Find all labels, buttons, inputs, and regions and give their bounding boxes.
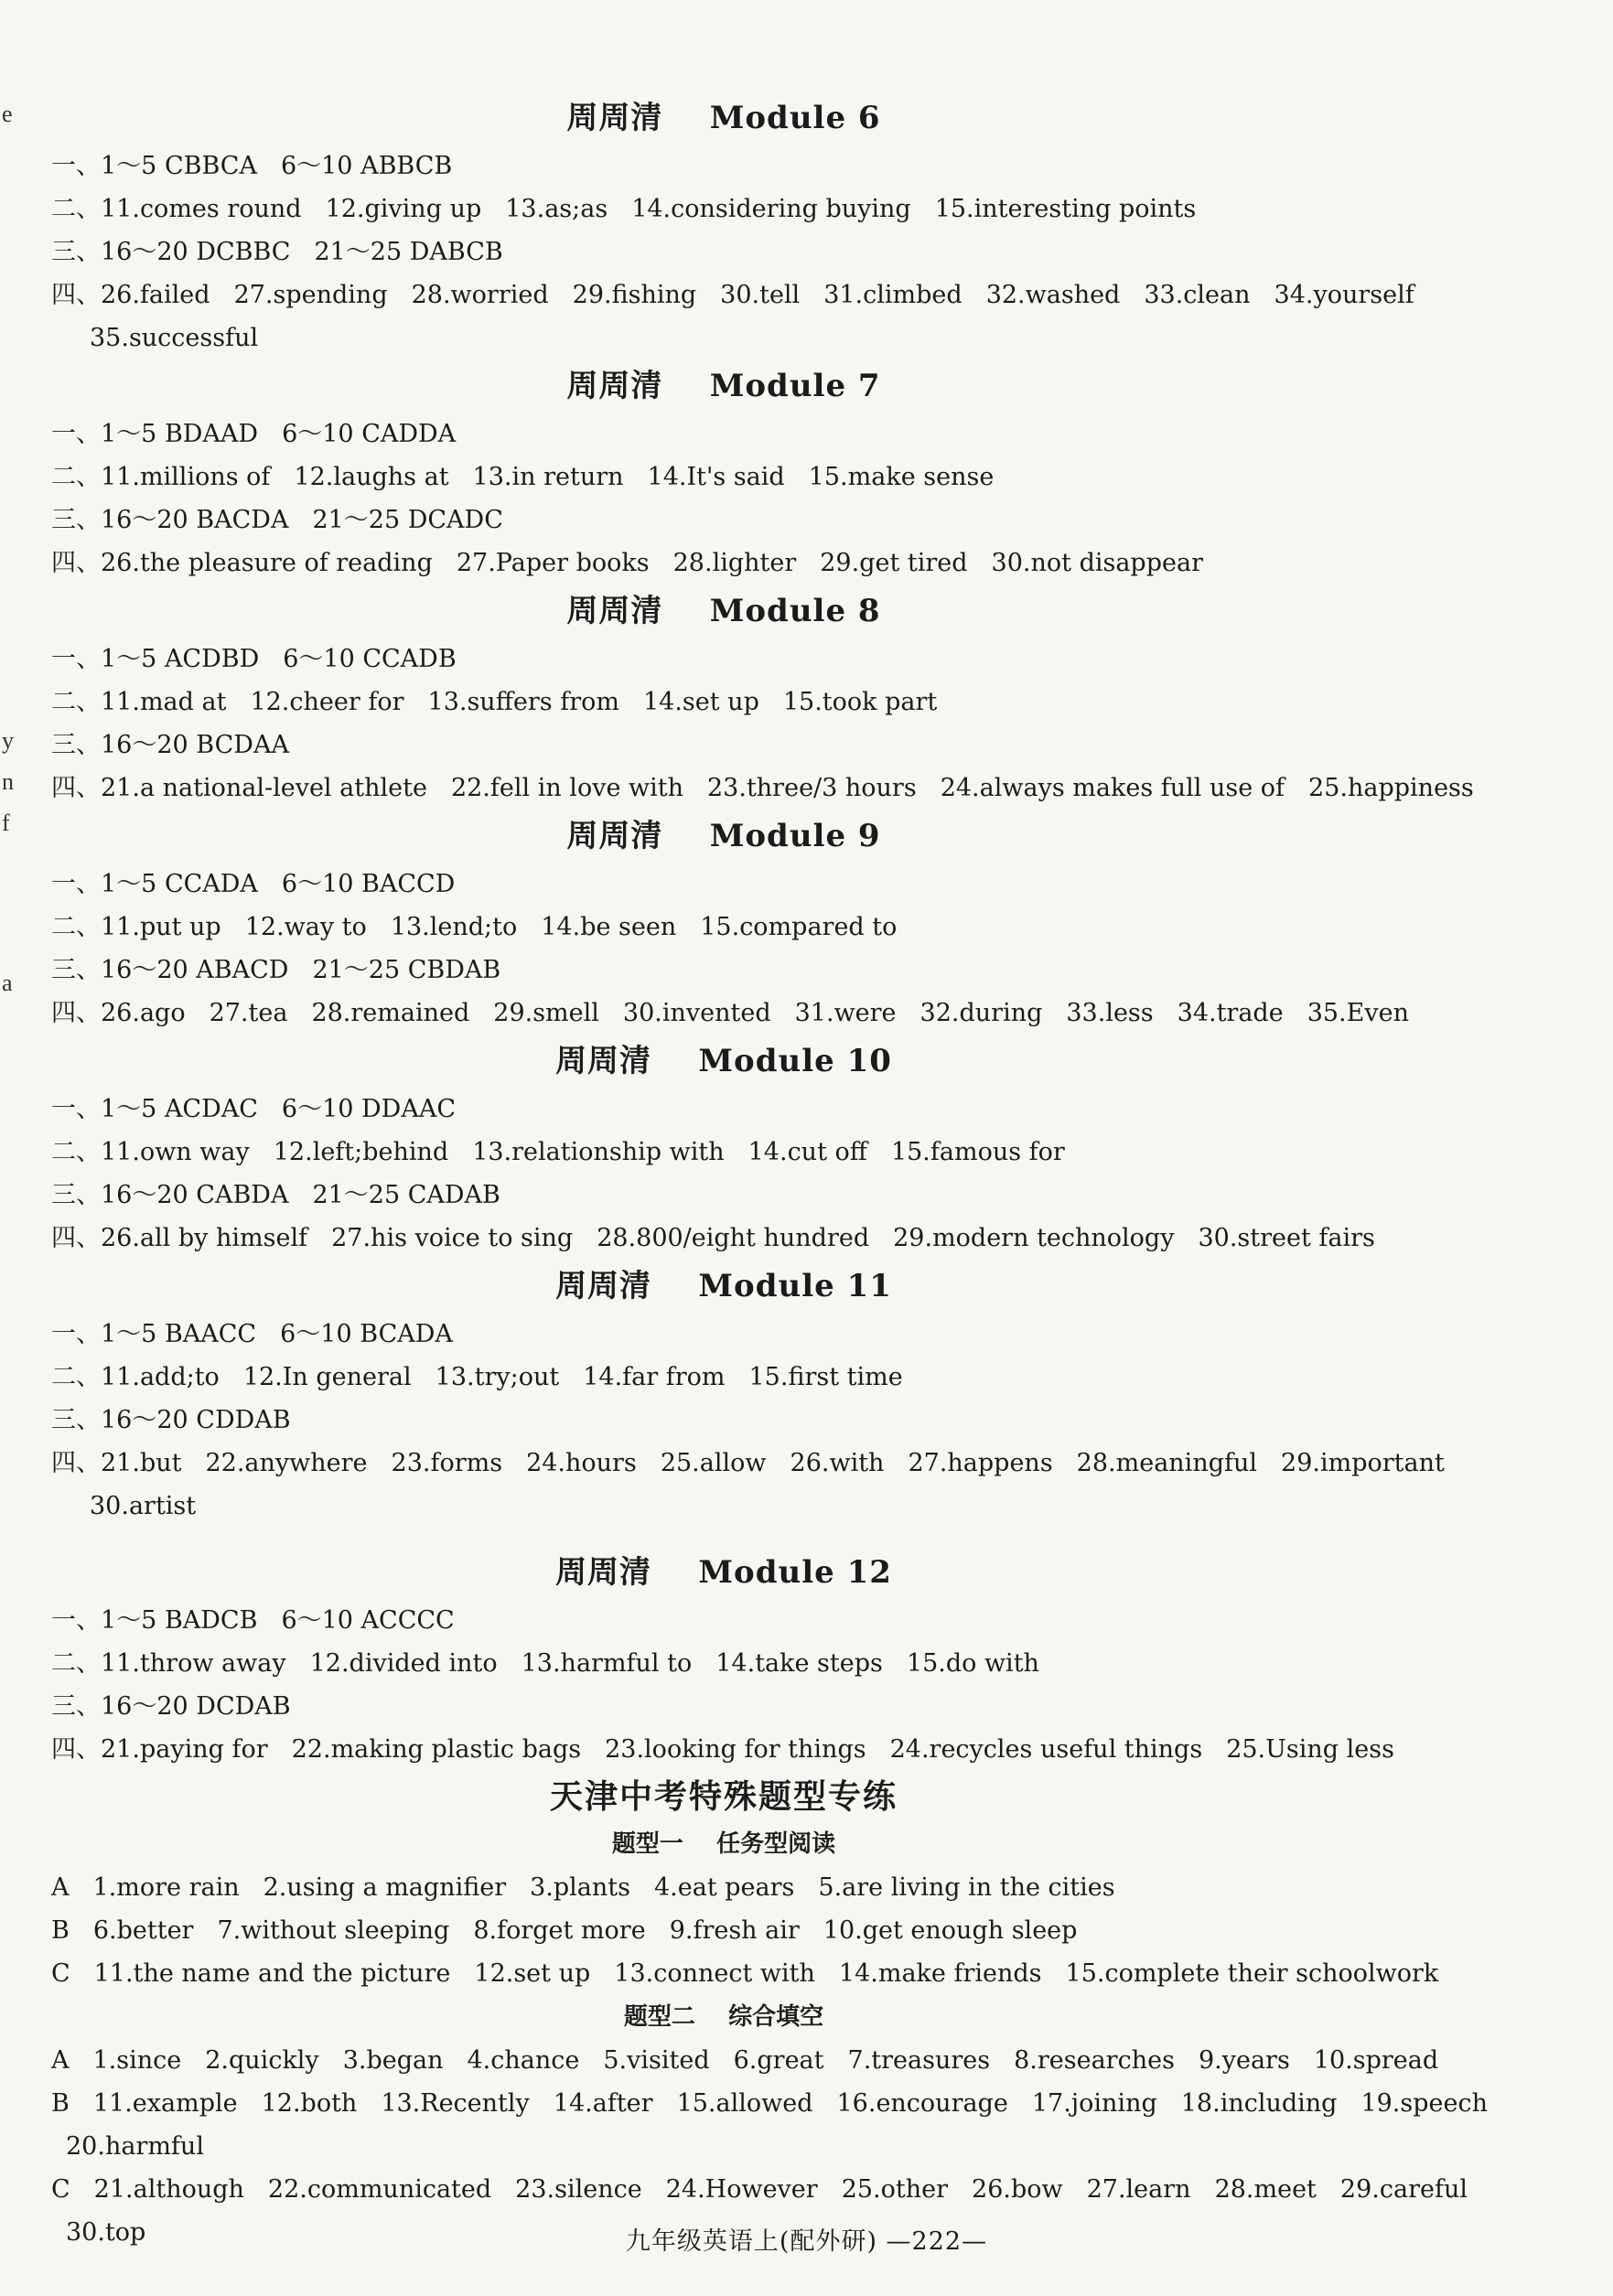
answer-item: 4.chance	[467, 2046, 580, 2075]
answer-item: 12.cheer for	[250, 688, 404, 716]
answer-item: 13.suffers from	[427, 688, 619, 716]
answer-item: 6～10 ABBCB	[280, 152, 453, 180]
answer-item: 12.way to	[244, 913, 367, 941]
answer-item: 二、11.put up	[51, 913, 221, 941]
answer-item: 25.happiness	[1308, 774, 1474, 802]
answer-item: 21.although	[93, 2175, 244, 2204]
answer-item: 24.recycles useful things	[889, 1735, 1203, 1764]
answer-item: 29.careful	[1339, 2175, 1468, 2204]
answer-line	[51, 274, 1414, 317]
answer-line	[51, 231, 1396, 274]
module-heading: 周周清 Module 10	[555, 1043, 892, 1079]
answer-item: 15.allowed	[676, 2089, 813, 2118]
answer-item: 27.happens	[908, 1449, 1053, 1477]
answer-item: 11.example	[92, 2089, 238, 2118]
answer-item: 6～10 BACCD	[281, 870, 456, 898]
answer-item: 四、21.but	[51, 1449, 182, 1477]
answer-item: 29.modern technology	[893, 1224, 1175, 1252]
answer-item: 23.looking for things	[605, 1735, 866, 1764]
answer-item: 24.hours	[526, 1449, 637, 1477]
answer-item: 28.lighter	[672, 549, 797, 577]
answer-item: 5.visited	[603, 2046, 710, 2075]
answer-item: 15.famous for	[890, 1138, 1065, 1166]
answer-item: 12.In general	[242, 1363, 412, 1391]
answer-item: 29.smell	[493, 999, 599, 1027]
answer-item: 23.silence	[515, 2175, 642, 2204]
module-heading: 周周清 Module 12	[555, 1554, 892, 1591]
answer-item: 34.trade	[1177, 999, 1284, 1027]
answer-item: 3.plants	[530, 1873, 630, 1902]
answer-item: 22.anywhere	[205, 1449, 368, 1477]
answer-item: 一、1～5 BDAAD	[51, 420, 259, 448]
answer-item: 12.left;behind	[273, 1138, 449, 1166]
answer-item: 27.his voice to sing	[331, 1224, 574, 1252]
answer-item: 21～25 CBDAB	[312, 956, 501, 984]
answer-line	[51, 1313, 1396, 1356]
answer-item: 三、16～20 DCBBC	[51, 238, 291, 266]
module-heading: 周周清 Module 6	[566, 100, 881, 136]
answer-item: 28.meet	[1214, 2175, 1317, 2204]
answer-item: 33.clean	[1144, 281, 1251, 309]
answer-line	[51, 1485, 1396, 1528]
module-heading: 周周清 Module 9	[566, 818, 881, 854]
answer-item: B	[51, 1916, 70, 1945]
answer-item: 12.divided into	[309, 1649, 498, 1678]
answer-item: 24.always makes full use of	[940, 774, 1285, 802]
answer-item: 15.interesting points	[934, 195, 1197, 223]
answer-item: 14.set up	[642, 688, 759, 716]
margin-fragment: n	[2, 768, 14, 795]
answer-item: 27.Paper books	[456, 549, 650, 577]
special-title: 天津中考特殊题型专练	[549, 1777, 898, 1816]
answer-item: 三、16～20 CDDAB	[51, 1406, 291, 1434]
answer-item: 15.do with	[906, 1649, 1039, 1678]
answer-line	[51, 1728, 1396, 1771]
answer-item: 5.are living in the cities	[818, 1873, 1115, 1902]
answer-item: 四、26.failed	[51, 281, 210, 309]
answer-item: 13.relationship with	[472, 1138, 725, 1166]
answer-item: 16.encourage	[836, 2089, 1008, 2118]
answer-item: 13.as;as	[505, 195, 608, 223]
answer-item: 9.fresh air	[669, 1916, 800, 1945]
answer-item: 23.forms	[391, 1449, 503, 1477]
answer-item: 25.allow	[660, 1449, 767, 1477]
answer-line	[51, 1642, 1396, 1685]
answer-item: 2.using a magnifier	[263, 1873, 507, 1902]
answer-item: 35.successful	[90, 324, 259, 352]
answer-item: 一、1～5 ACDBD	[51, 645, 260, 673]
answer-item: 6～10 ACCCC	[281, 1606, 455, 1635]
question-type-heading: 题型一 任务型阅读	[611, 1830, 836, 1858]
answer-line	[51, 1174, 1396, 1217]
answer-line	[51, 145, 1396, 188]
answer-item: 8.forget more	[473, 1916, 646, 1945]
answer-item: 32.during	[919, 999, 1043, 1027]
answer-item: 四、21.a national-level athlete	[51, 774, 427, 802]
answer-item: 24.However	[665, 2175, 818, 2204]
answer-item: 9.years	[1198, 2046, 1290, 2075]
answer-item: 四、26.ago	[51, 999, 186, 1027]
answer-line	[51, 863, 1396, 906]
answer-item: 13.in return	[472, 463, 624, 491]
answer-line	[51, 2125, 1396, 2168]
answer-item: 13.try;out	[435, 1363, 560, 1391]
answer-item: 四、26.all by himself	[51, 1224, 308, 1252]
answer-item: 21～25 DCADC	[312, 506, 503, 534]
answer-key	[51, 91, 1488, 2254]
answer-item: 12.giving up	[325, 195, 482, 223]
answer-line	[51, 906, 1396, 949]
answer-item: 32.washed	[985, 281, 1121, 309]
answer-line	[51, 317, 1396, 359]
answer-item: 10.spread	[1313, 2046, 1439, 2075]
answer-line	[51, 1088, 1396, 1131]
answer-item: 1.since	[92, 2046, 182, 2075]
answer-item: 28.worried	[411, 281, 549, 309]
answer-item: 三、16～20 BACDA	[51, 506, 289, 534]
answer-item: 21～25 CADAB	[312, 1181, 500, 1209]
answer-line	[51, 1685, 1396, 1728]
answer-item: 22.making plastic bags	[291, 1735, 582, 1764]
module-heading: 周周清 Module 11	[555, 1268, 892, 1304]
answer-item: 27.tea	[209, 999, 288, 1027]
answer-item: 15.took part	[782, 688, 938, 716]
answer-item: 三、16～20 CABDA	[51, 1181, 289, 1209]
answer-item: 13.Recently	[381, 2089, 530, 2118]
margin-fragment: e	[2, 101, 13, 127]
answer-line	[51, 724, 1396, 767]
answer-item: 15.first time	[748, 1363, 903, 1391]
answer-item: 22.fell in love with	[450, 774, 683, 802]
answer-item: 30.invented	[622, 999, 771, 1027]
answer-item: 17.joining	[1031, 2089, 1157, 2118]
answer-item: C	[51, 2175, 70, 2204]
answer-item: 31.climbed	[823, 281, 962, 309]
answer-line	[51, 767, 1474, 810]
answer-item: 35.Even	[1307, 999, 1409, 1027]
answer-item: 8.researches	[1014, 2046, 1175, 2075]
answer-item: 一、1～5 CCADA	[51, 870, 258, 898]
answer-item: 6.great	[733, 2046, 824, 2075]
answer-item: A	[51, 1873, 70, 1902]
answer-item: 6.better	[92, 1916, 194, 1945]
answer-item: 1.more rain	[92, 1873, 240, 1902]
answer-item: 13.harmful to	[521, 1649, 693, 1678]
answer-item: 14.cut off	[747, 1138, 867, 1166]
answer-line	[51, 499, 1396, 542]
answer-item: 11.the name and the picture	[93, 1959, 451, 1988]
answer-line	[51, 1217, 1396, 1260]
answer-item: 四、21.paying for	[51, 1735, 268, 1764]
answer-item: 25.other	[841, 2175, 949, 2204]
answer-item: 4.eat pears	[653, 1873, 795, 1902]
answer-item: 6～10 CADDA	[282, 420, 457, 448]
margin-fragment: f	[2, 810, 10, 836]
answer-item: 30.not disappear	[991, 549, 1203, 577]
answer-line	[51, 681, 1396, 724]
answer-line	[51, 1952, 1439, 1995]
answer-item: 二、11.throw away	[51, 1649, 286, 1678]
answer-item: 三、16～20 BCDAA	[51, 731, 289, 759]
module-heading: 周周清 Module 8	[566, 593, 881, 629]
answer-item: 28.800/eight hundred	[597, 1224, 870, 1252]
answer-line	[51, 1866, 1396, 1909]
answer-item: 28.meaningful	[1076, 1449, 1258, 1477]
answer-item: 25.Using less	[1226, 1735, 1394, 1764]
answer-item: B	[51, 2089, 70, 2118]
answer-item: 23.three/3 hours	[707, 774, 917, 802]
answer-line	[51, 2039, 1439, 2082]
answer-item: 14.after	[553, 2089, 653, 2118]
answer-item: 13.connect with	[614, 1959, 815, 1988]
answer-item: 30.tell	[720, 281, 801, 309]
answer-line	[51, 992, 1409, 1035]
answer-item: 三、16～20 ABACD	[51, 956, 289, 984]
answer-item: 12.both	[261, 2089, 358, 2118]
answer-item: 12.laughs at	[294, 463, 449, 491]
answer-item: 26.bow	[972, 2175, 1063, 2204]
answer-item: 14.take steps	[715, 1649, 883, 1678]
answer-item: 二、11.comes round	[51, 195, 302, 223]
answer-item: 30.street fairs	[1198, 1224, 1375, 1252]
answer-item: 14.make friends	[838, 1959, 1042, 1988]
answer-item: 13.lend;to	[390, 913, 518, 941]
answer-line	[51, 1399, 1396, 1442]
answer-line	[51, 542, 1396, 585]
margin-fragment: a	[2, 970, 13, 996]
answer-item: 14.far from	[583, 1363, 726, 1391]
answer-line	[51, 456, 1396, 499]
answer-item: 28.remained	[311, 999, 470, 1027]
answer-item: 29.get tired	[820, 549, 968, 577]
answer-line	[51, 638, 1396, 681]
answer-line	[51, 1599, 1396, 1642]
answer-line	[51, 1356, 1396, 1399]
answer-item: 3.began	[342, 2046, 444, 2075]
left-margin-fragments	[2, 0, 20, 1098]
answer-item: 19.speech	[1360, 2089, 1488, 2118]
answer-item: 二、11.millions of	[51, 463, 271, 491]
answer-item: 31.were	[794, 999, 897, 1027]
answer-item: 26.with	[790, 1449, 885, 1477]
answer-item: 29.fishing	[572, 281, 697, 309]
answer-item: 27.spending	[233, 281, 388, 309]
answer-line	[51, 949, 1396, 992]
answer-item: 34.yourself	[1274, 281, 1414, 309]
answer-item: 7.treasures	[847, 2046, 991, 2075]
answer-item: 一、1～5 BAACC	[51, 1320, 257, 1348]
answer-line	[51, 1442, 1445, 1485]
answer-item: 2.quickly	[205, 2046, 319, 2075]
answer-item: 22.communicated	[267, 2175, 492, 2204]
answer-item: 二、11.own way	[51, 1138, 250, 1166]
answer-item: 10.get enough sleep	[823, 1916, 1078, 1945]
answer-item: 一、1～5 BADCB	[51, 1606, 258, 1635]
answer-item: 21～25 DABCB	[314, 238, 503, 266]
answer-item: 14.be seen	[541, 913, 677, 941]
answer-item: 15.complete their schoolwork	[1065, 1959, 1439, 1988]
answer-item: 三、16～20 DCDAB	[51, 1692, 291, 1721]
answer-item: 15.make sense	[808, 463, 995, 491]
answer-item: A	[51, 2046, 70, 2075]
margin-fragment: y	[2, 727, 14, 754]
answer-item: 18.including	[1180, 2089, 1338, 2118]
answer-item: 14.considering buying	[631, 195, 911, 223]
answer-item: 15.compared to	[700, 913, 898, 941]
answer-line	[51, 1909, 1396, 1952]
answer-item: 27.learn	[1086, 2175, 1191, 2204]
answer-item: 14.It's said	[647, 463, 785, 491]
answer-item: 6～10 BCADA	[280, 1320, 453, 1348]
answer-line	[51, 2082, 1488, 2125]
answer-line	[51, 2168, 1468, 2211]
answer-item: 12.set up	[474, 1959, 591, 1988]
answer-line	[51, 413, 1396, 456]
answer-item: 二、11.mad at	[51, 688, 227, 716]
answer-item: 一、1～5 CBBCA	[51, 152, 257, 180]
answer-item: 一、1～5 ACDAC	[51, 1095, 258, 1123]
question-type-heading: 题型二 综合填空	[623, 2003, 824, 2031]
answer-item: 二、11.add;to	[51, 1363, 220, 1391]
answer-item: 6～10 DDAAC	[281, 1095, 456, 1123]
answer-item: 29.important	[1281, 1449, 1445, 1477]
answer-item: 20.harmful	[66, 2132, 204, 2161]
answer-item: C	[51, 1959, 70, 1988]
answer-item: 6～10 CCADB	[283, 645, 457, 673]
answer-item: 7.without sleeping	[217, 1916, 450, 1945]
page-footer: 九年级英语上(配外研) —222—	[625, 2227, 988, 2256]
module-heading: 周周清 Module 7	[566, 368, 881, 404]
answer-line	[51, 188, 1396, 231]
answer-item: 33.less	[1066, 999, 1154, 1027]
answer-item: 30.top	[66, 2218, 146, 2247]
answer-item: 30.artist	[90, 1492, 197, 1520]
answer-line	[51, 1131, 1396, 1174]
answer-item: 四、26.the pleasure of reading	[51, 549, 433, 577]
